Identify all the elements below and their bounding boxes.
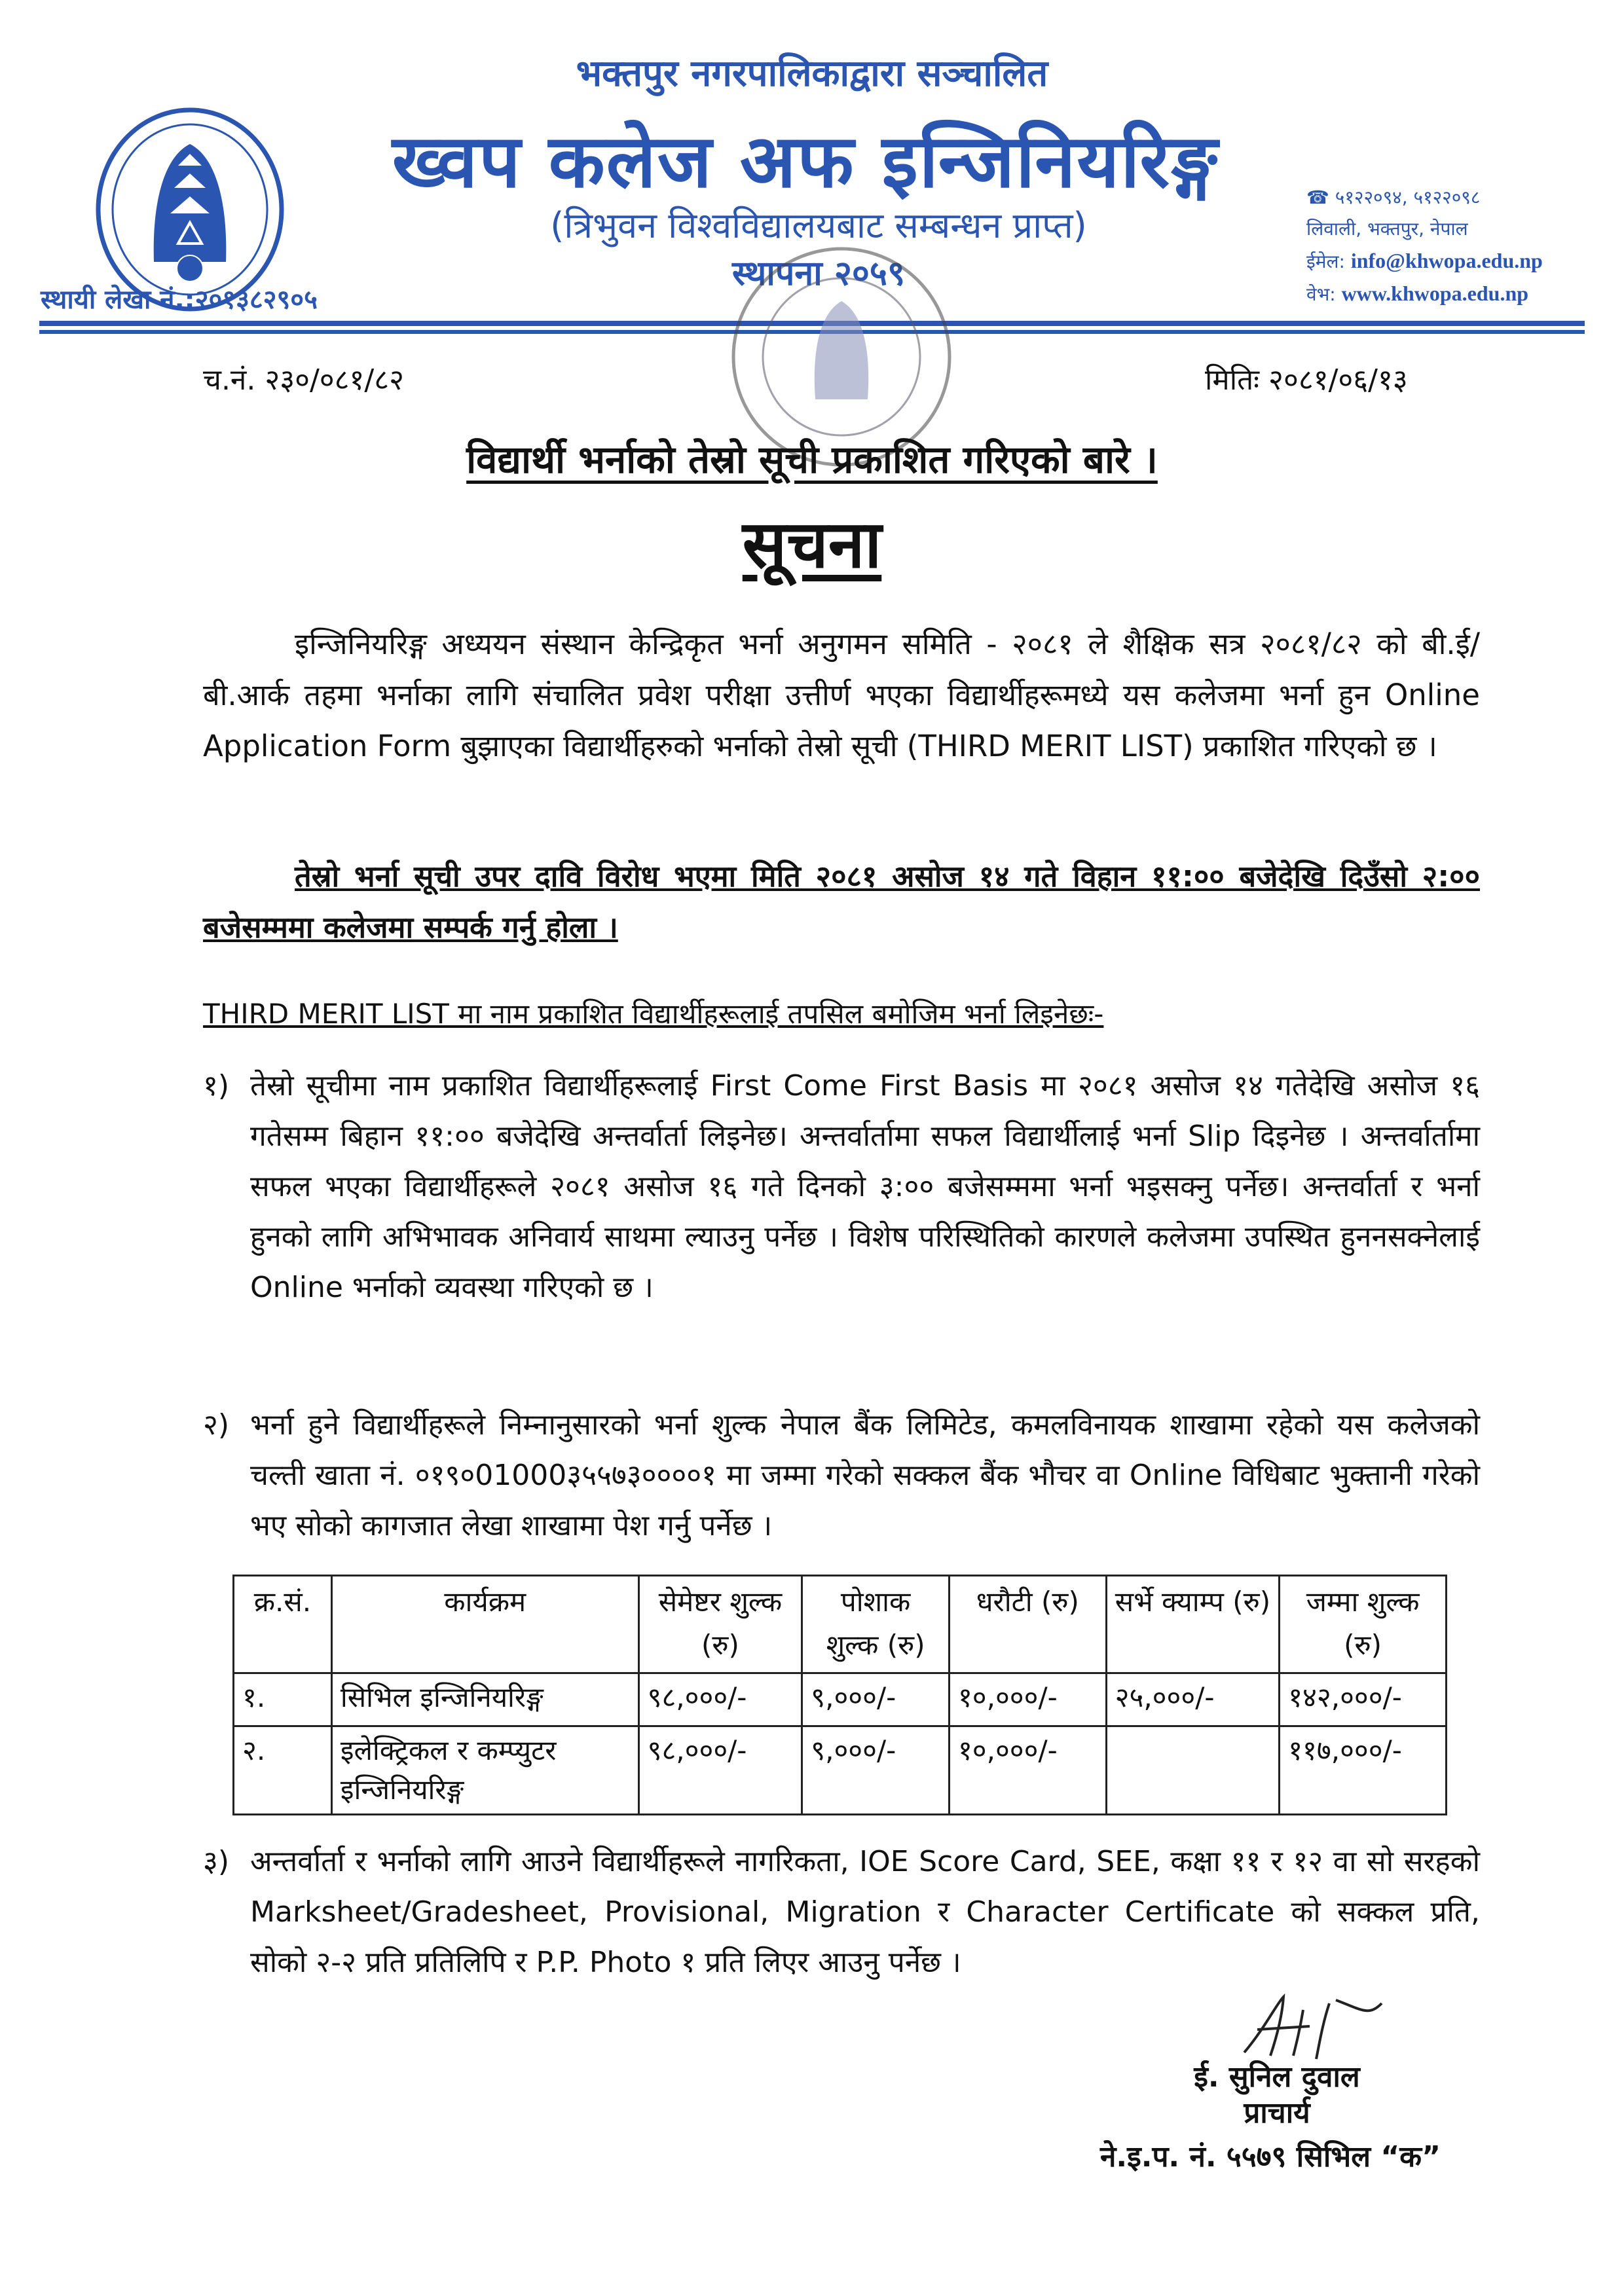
cell: ९८,०००/-	[638, 1673, 802, 1726]
cell: १.	[234, 1673, 332, 1726]
established: स्थापना २०५९	[731, 254, 905, 293]
item-text: अन्तर्वार्ता र भर्नाको लागि आउने विद्यार्थीहरूले नागरिकता, IOE Score Card, SEE, कक्षा ११ र १२ वा सो सरहको Marksheet/Gradesheet, Provisional, Migration र Character Certificate को सक्कल प्रति, सोको २-२ प्रति प्रतिलिपि र P.P. Photo १ प्रति लिएर आउनु पर्नेछ ।	[250, 1845, 1480, 1979]
claims-paragraph: तेस्रो भर्ना सूची उपर दावि विरोध भएमा मिति २०८१ असोज १४ गते विहान ११:०० बजेदेखि दिउँसो २:०० बजेसम्ममा कलेजमा सम्पर्क गर्नु होला ।	[203, 859, 1480, 945]
table-row	[234, 1726, 1447, 1815]
cell: ९८,०००/-	[638, 1726, 802, 1815]
contact-block	[1306, 182, 1543, 310]
web-label: वेभ:	[1306, 283, 1336, 305]
item-number: २)	[203, 1408, 230, 1442]
signatory-title: प्राचार्य	[1244, 2096, 1310, 2130]
table-header-row	[234, 1576, 1447, 1673]
cell: २.	[234, 1726, 332, 1815]
cell: ९,०००/-	[802, 1673, 950, 1726]
notice-title	[0, 498, 1624, 587]
cell: ११७,०००/-	[1280, 1726, 1447, 1815]
cell: इलेक्ट्रिकल र कम्प्युटर इन्जिनियरिङ्ग	[331, 1726, 638, 1815]
table-row	[234, 1673, 1447, 1726]
item-text: तेस्रो सूचीमा नाम प्रकाशित विद्यार्थीहरूलाई First Come First Basis मा २०८१ असोज १४ गतेदेखि असोज १६ गतेसम्म बिहान ११:०० बजेदेखि अन्तर्वार्ता लिइनेछ। अन्तर्वार्तामा सफल विद्यार्थीलाई भर्ना Slip दिइनेछ । अन्तर्वार्तामा सफल भएका विद्यार्थीहरूले २०८१ असोज १६ गते दिनको ३:०० बजेसम्ममा भर्ना भइसक्नु पर्नेछ। अन्तर्वार्ता र भर्ना हुनको लागि अभिभावक अनिवार्य साथमा ल्याउनु पर्नेछ । विशेष परिस्थितिको कारणले कलेजमा उपस्थित हुननसक्नेलाई Online भर्नाको व्यवस्था गरिएको छ ।	[250, 1069, 1480, 1304]
lead-paragraph: THIRD MERIT LIST मा नाम प्रकाशित विद्यार्थीहरूलाई तपसिल बमोजिम भर्ना लिइनेछः-	[203, 998, 1104, 1030]
reference-number: च.नं. २३०/०८१/८२	[203, 363, 405, 397]
header-cell: क्र.सं.	[234, 1576, 332, 1673]
cell: २५,०००/-	[1106, 1673, 1280, 1726]
list-item	[203, 1836, 1480, 1988]
phone-icon: ☎	[1306, 187, 1335, 208]
notice-title-text: सूचना	[742, 506, 882, 583]
address: लिवाली, भक्तपुर, नेपाल	[1306, 218, 1468, 240]
item-text: भर्ना हुने विद्यार्थीहरूले निम्नानुसारको भर्ना शुल्क नेपाल बैंक लिमिटेड, कमलविनायक शाखामा रहेको यस कलेजको चल्ती खाता नं. ०१९०01000३५५७३००००१ मा जम्मा गरेको सक्कल बैंक भौचर वा Online विधिबाट भुक्तानी गरेको भए सोको कागजात लेखा शाखामा पेश गर्नु पर्नेछ ।	[250, 1408, 1480, 1542]
website-link[interactable]: www.khwopa.edu.np	[1341, 282, 1529, 305]
email-link[interactable]: info@khwopa.edu.np	[1350, 249, 1543, 272]
college-name: ख्वप कलेज अफ इन्जिनियरिङ्ग	[392, 119, 1219, 204]
signatory-registration: ने.इ.प. नं. ५५७९ सिभिल “क”	[1099, 2140, 1441, 2174]
phone: ५१२२०९४, ५१२२०९८	[1335, 187, 1481, 208]
list-item	[203, 1400, 1480, 1551]
item-number: १)	[203, 1069, 230, 1102]
affiliation: (त्रिभुवन विश्वविद्यालयबाट सम्बन्धन प्राप्त)	[550, 205, 1087, 246]
signatory-name: ई. सुनिल दुवाल	[1194, 2060, 1360, 2094]
signature	[1231, 1990, 1388, 2062]
subject-text: विद्यार्थी भर्नाको तेस्रो सूची प्रकाशित गरिएको बारे ।	[466, 437, 1158, 482]
fee-table	[232, 1575, 1447, 1815]
cell: ९,०००/-	[802, 1726, 950, 1815]
cell: १०,०००/-	[949, 1726, 1106, 1815]
header-cell: धरौटी (रु)	[949, 1576, 1106, 1673]
operated-by: भक्तपुर नगरपालिकाद्वारा सञ्चालित	[576, 52, 1048, 95]
email-label: ईमेल:	[1306, 251, 1345, 272]
header-cell: सर्भे क्याम्प (रु)	[1106, 1576, 1280, 1673]
letter-date: मितिः २०८१/०६/१३	[1205, 363, 1408, 397]
item-number: ३)	[203, 1845, 230, 1878]
cell: १४२,०००/-	[1280, 1673, 1447, 1726]
cell: सिभिल इन्जिनियरिङ्ग	[331, 1673, 638, 1726]
cell: १०,०००/-	[949, 1673, 1106, 1726]
list-item	[203, 1061, 1480, 1313]
header-cell: जम्मा शुल्क (रु)	[1280, 1576, 1447, 1673]
intro-paragraph: इन्जिनियरिङ्ग अध्ययन संस्थान केन्द्रिकृत भर्ना अनुगमन समिति - २०८१ ले शैक्षिक सत्र २०८१/८२ को बी.ई/बी.आर्क तहमा भर्नाका लागि संचालित प्रवेश परीक्षा उत्तीर्ण भएका विद्यार्थीहरूमध्ये यस कलेजमा भर्ना हुन Online Application Form बुझाएका विद्यार्थीहरुको भर्नाको तेस्रो सूची (THIRD MERIT LIST) प्रकाशित गरिएको छ ।	[203, 627, 1480, 763]
header-cell: सेमेष्टर शुल्क (रु)	[638, 1576, 802, 1673]
header-cell: पोशाक शुल्क (रु)	[802, 1576, 950, 1673]
header-cell: कार्यक्रम	[331, 1576, 638, 1673]
subject-heading	[0, 432, 1624, 484]
cell	[1106, 1726, 1280, 1815]
permanent-account-number: स्थायी लेखा नं.:२०१३८२९०५	[41, 285, 318, 315]
